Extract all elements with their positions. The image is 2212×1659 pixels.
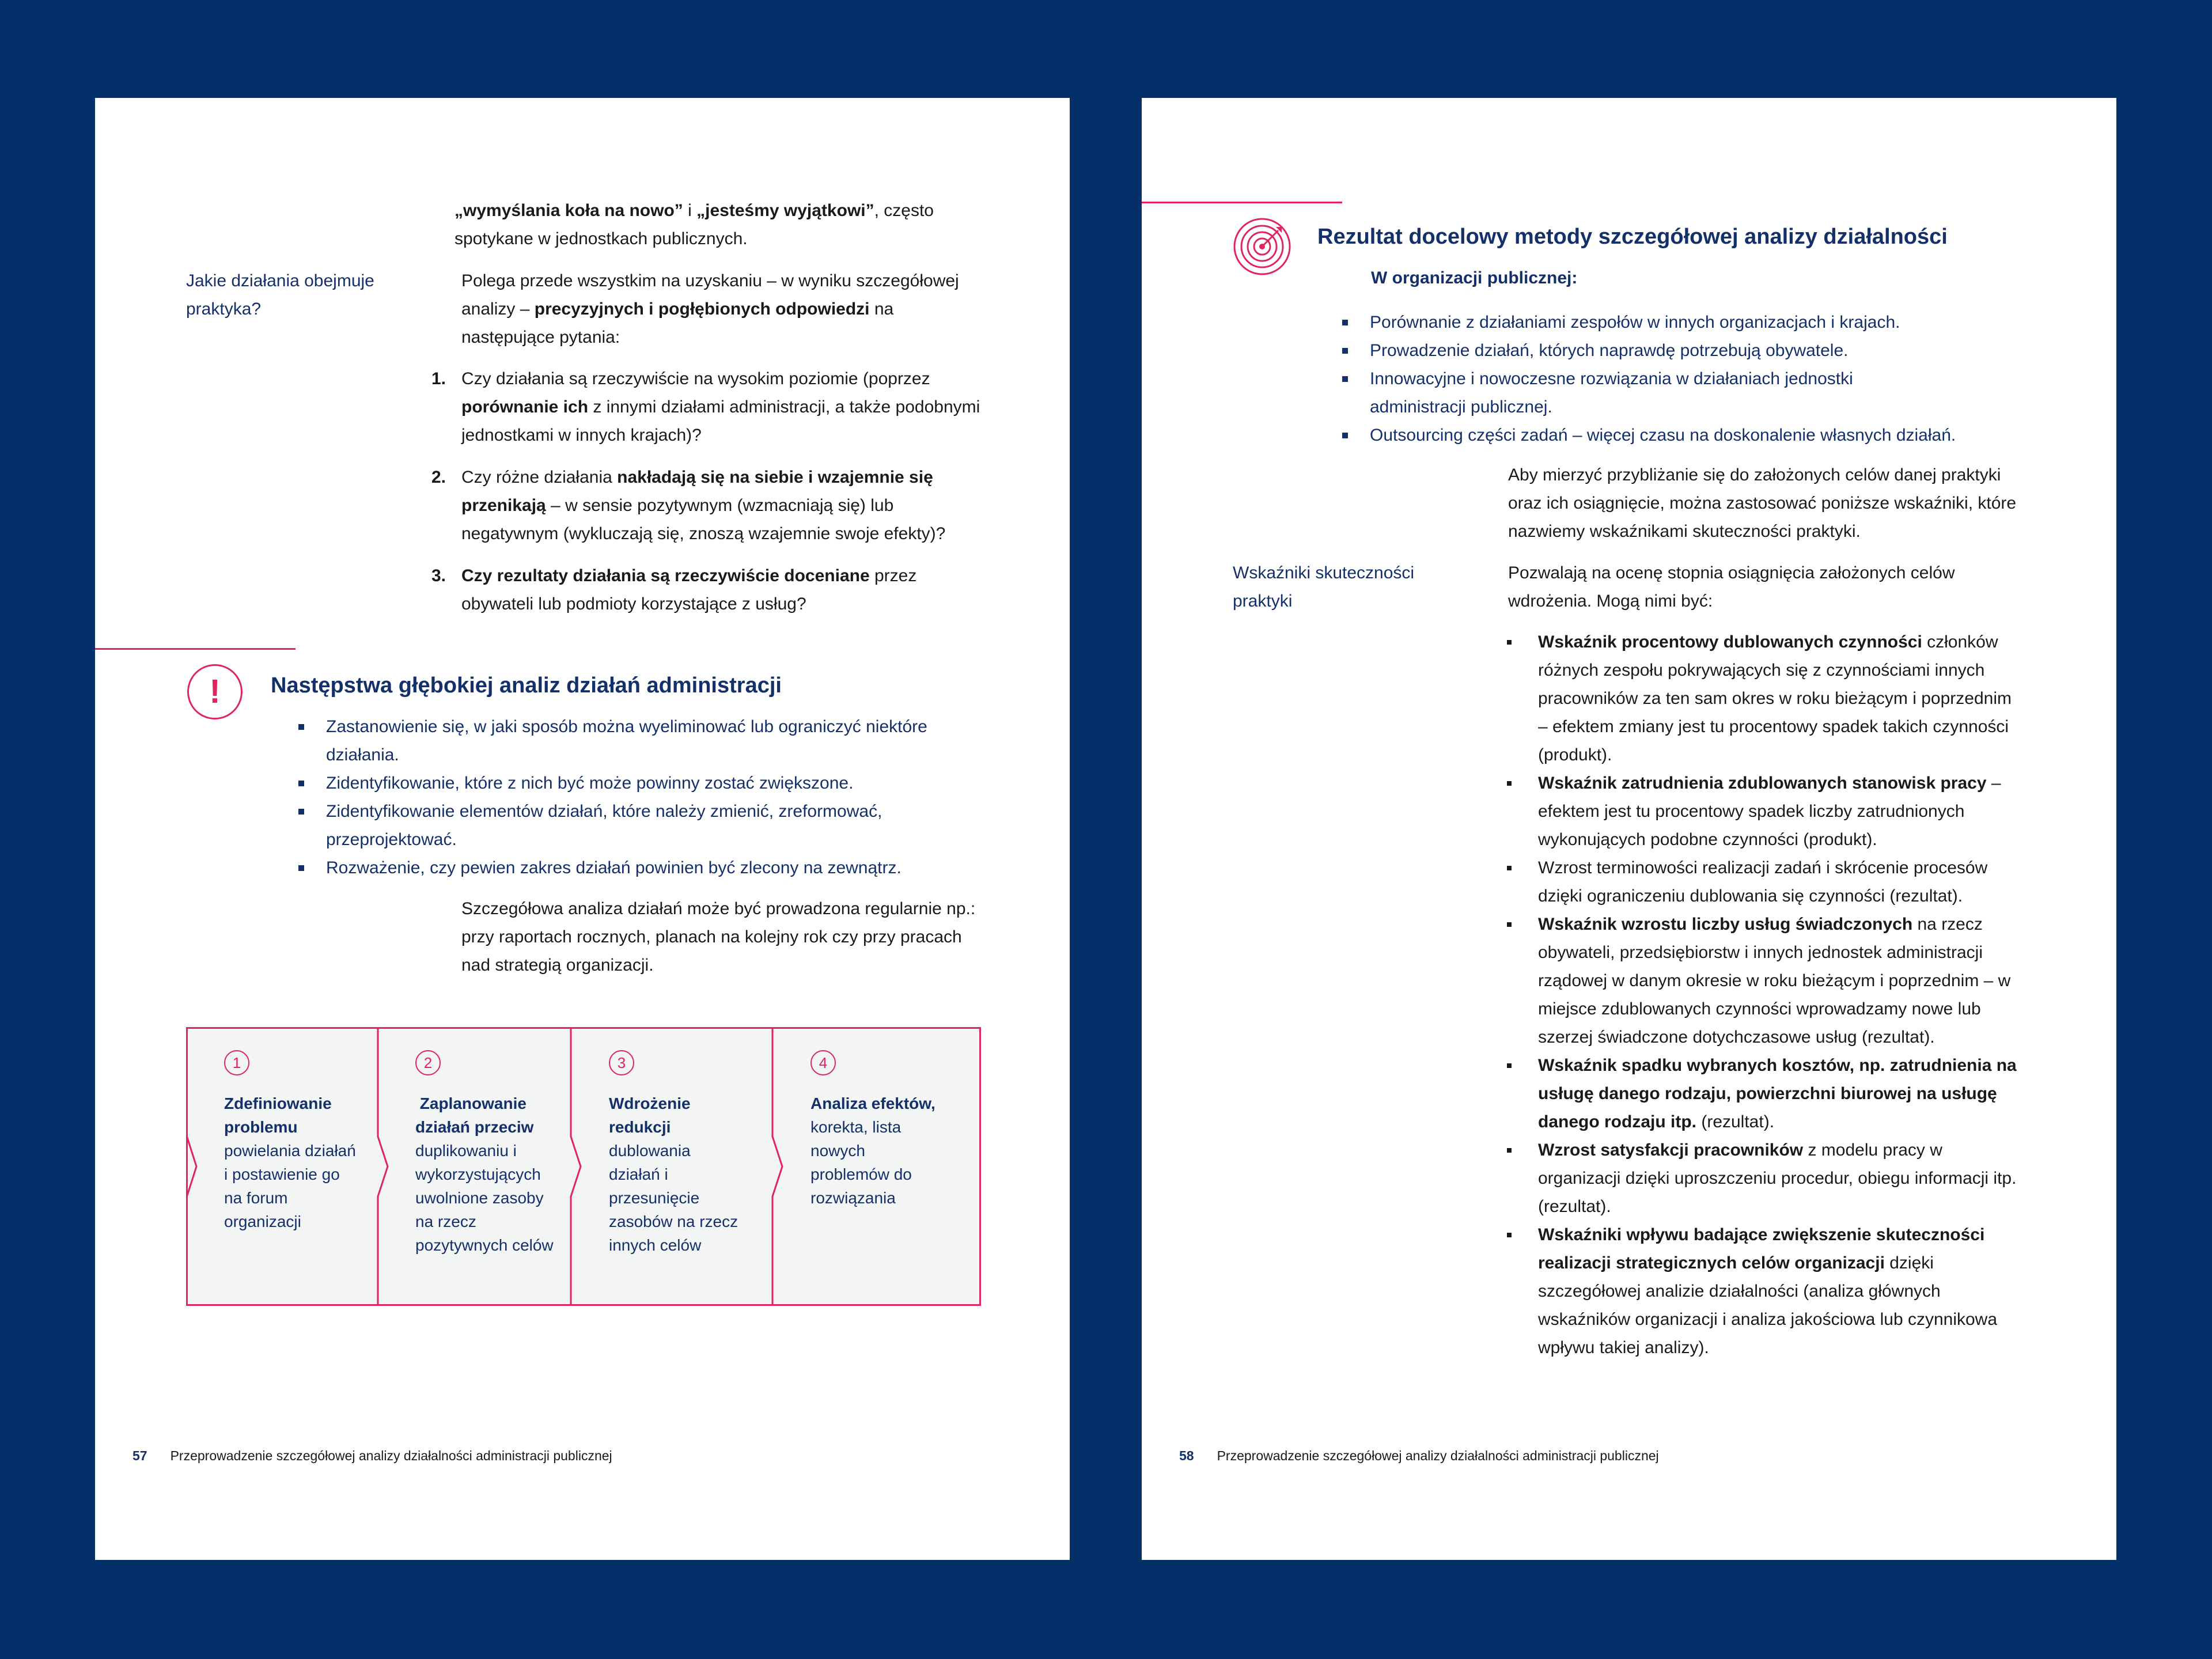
indicator-bold: Wskaźnik procentowy dublowanych czynności bbox=[1538, 632, 1922, 652]
consequence-item: Zastanowienie się, w jaki sposób można wyeliminować lub ograniczyć niektóre działania. bbox=[294, 713, 931, 769]
step-bold: Zaplanowanie działań przeciw bbox=[415, 1094, 534, 1136]
indicator-bold: Wskaźniki wpływu badające zwiększenie skuteczności realizacji strategicznych celów organizacji bbox=[1538, 1225, 1985, 1272]
exclamation-icon bbox=[187, 664, 243, 719]
consequence-item: Zidentyfikowanie elementów działań, które należy zmienić, zreformować, przeprojektować. bbox=[294, 797, 931, 854]
question-item bbox=[431, 562, 986, 618]
result-item: Outsourcing części zadań – więcej czasu na doskonalenie własnych działań. bbox=[1338, 421, 2058, 449]
indicator-bold: Wskaźnik zatrudnienia zdublowanych stanowisk pracy bbox=[1538, 774, 1987, 793]
step-bold: Analiza efektów, bbox=[810, 1094, 935, 1112]
measure-paragraph: Aby mierzyć przybliżanie się do założonych celów danej praktyki oraz ich osiągnięcie, można zastosować poniższe wskaźniki, które nazwiemy wskaźnikami skuteczności praktyki. bbox=[1508, 465, 2017, 541]
question-text: przez obywateli lub podmioty korzystające z usług? bbox=[461, 566, 917, 613]
step-number-badge: 3 bbox=[609, 1050, 634, 1075]
section-divider bbox=[95, 648, 296, 650]
result-list bbox=[1338, 308, 2058, 449]
question-text: Czy działania są rzeczywiście na wysokim poziomie (poprzez bbox=[461, 369, 930, 388]
exclamation-glyph: ! bbox=[209, 673, 221, 710]
process-step-1 bbox=[224, 1050, 357, 1233]
step-text bbox=[224, 1092, 357, 1233]
indicators-intro: Pozwalają na ocenę stopnia osiągnięcia założonych celów wdrożenia. Mogą nimi być: bbox=[1508, 563, 1955, 611]
step-rest: powielania działań i postawienie go na forum organizacji bbox=[224, 1142, 356, 1230]
indicator-item bbox=[1501, 1051, 2025, 1136]
indicators-side-label: Wskaźniki skuteczności praktyki bbox=[1233, 563, 1415, 611]
section-divider bbox=[1142, 202, 1342, 203]
question-number: 1. bbox=[431, 369, 446, 388]
question-bold: porównanie ich bbox=[461, 397, 589, 416]
result-subtitle: W organizacji publicznej: bbox=[1371, 268, 1578, 287]
consequences-title: Następstwa głębokiej analiz działań administracji bbox=[271, 673, 782, 698]
step-number-badge: 2 bbox=[415, 1050, 441, 1075]
question-text: Czy różne działania bbox=[461, 468, 618, 487]
practice-side-label: Jakie działania obejmuje praktyka? bbox=[186, 271, 374, 319]
indicator-text: (rezultat). bbox=[1696, 1112, 1775, 1131]
indicator-text: na rzecz obywateli, przedsiębiorstw i innych jednostek administracji rządowej w danym okresie w roku bieżącym i poprzednim – w miejsce zdublowanych czynności wprowadzamy nowe lub szerzej świadczone dotychczasowe usług (rezultat). bbox=[1538, 915, 2011, 1047]
indicator-text: z modelu pracy w organizacji dzięki uproszczeniu procedur, obiegu informacji itp. (rezultat). bbox=[1538, 1141, 2017, 1216]
indicator-item bbox=[1501, 910, 2025, 1051]
page-number: 57 bbox=[132, 1448, 147, 1463]
indicator-item bbox=[1501, 1136, 2025, 1221]
indicator-bold: Wzrost satysfakcji pracowników bbox=[1538, 1141, 1804, 1160]
indicators-list bbox=[1501, 628, 2025, 1362]
indicator-item bbox=[1501, 1221, 2025, 1362]
practice-para-a: Polega przede wszystkim na uzyskaniu – w wyniku szczegółowej analizy – bbox=[461, 271, 959, 319]
process-step-2 bbox=[415, 1050, 554, 1257]
indicator-text: Wzrost terminowości realizacji zadań i skrócenie procesów dzięki ograniczeniu dublowania się czynności (rezultat). bbox=[1538, 858, 1988, 906]
indicator-bold: Wskaźnik spadku wybranych kosztów, np. zatrudnienia na usługę danego rodzaju, powierzchni biurowej na usługę danego rodzaju itp. bbox=[1538, 1056, 2017, 1131]
process-diagram bbox=[186, 1027, 981, 1306]
question-bold: Czy rezultaty działania są rzeczywiście doceniane bbox=[461, 566, 870, 585]
question-text: – w sensie pozytywnym (wzmacniają się) lub negatywnym (wykluczają się, znoszą wzajemnie swoje efekty)? bbox=[461, 496, 946, 543]
right-page bbox=[1142, 98, 2116, 1560]
question-text: z innymi działami administracji, a także podobnymi jednostkami w innych krajach)? bbox=[461, 397, 980, 445]
intro-mid: i bbox=[683, 201, 697, 220]
questions-list bbox=[431, 365, 986, 632]
process-step-3 bbox=[609, 1050, 743, 1257]
running-title: Przeprowadzenie szczegółowej analizy działalności administracji publicznej bbox=[1217, 1448, 1659, 1463]
indicator-item bbox=[1501, 854, 2025, 910]
step-bold: Zdefiniowanie problemu bbox=[224, 1094, 332, 1136]
indicator-item bbox=[1501, 769, 2025, 854]
result-item: Prowadzenie działań, których naprawdę potrzebują obywatele. bbox=[1338, 336, 2058, 365]
process-step-4 bbox=[810, 1050, 937, 1210]
consequence-item: Rozważenie, czy pewien zakres działań powinien być zlecony na zewnątrz. bbox=[294, 854, 985, 882]
right-footer bbox=[1179, 1448, 1659, 1464]
intro-paragraph bbox=[454, 196, 984, 253]
left-footer bbox=[132, 1448, 612, 1464]
step-rest: korekta, lista nowych problemów do rozwiązania bbox=[810, 1118, 912, 1207]
consequence-item: Zidentyfikowanie, które z nich być może powinny zostać zwiększone. bbox=[294, 769, 985, 797]
step-rest: dublowania działań i przesunięcie zasobów na rzecz innych celów bbox=[609, 1142, 738, 1254]
practice-paragraph bbox=[461, 267, 986, 351]
result-title: Rezultat docelowy metody szczegółowej analizy działalności bbox=[1317, 225, 1948, 249]
question-bold: nakładają się na siebie i wzajemnie się przenikają bbox=[461, 468, 933, 515]
intro-bold-2: „jesteśmy wyjątkowi” bbox=[696, 201, 874, 220]
target-icon bbox=[1232, 217, 1292, 276]
step-number-badge: 4 bbox=[810, 1050, 836, 1075]
running-title: Przeprowadzenie szczegółowej analizy działalności administracji publicznej bbox=[170, 1448, 612, 1463]
left-page bbox=[95, 98, 1070, 1560]
result-item: Porównanie z działaniami zespołów w innych organizacjach i krajach. bbox=[1338, 308, 2058, 336]
step-text bbox=[810, 1092, 937, 1210]
step-bold: Wdrożenie redukcji bbox=[609, 1094, 691, 1136]
step-text bbox=[415, 1092, 554, 1257]
step-rest: duplikowaniu i wykorzystujących uwolnione zasoby na rzecz pozytywnych celów bbox=[415, 1142, 554, 1254]
step-text bbox=[609, 1092, 743, 1257]
question-number: 2. bbox=[431, 468, 446, 487]
question-number: 3. bbox=[431, 566, 446, 585]
result-item: Innowacyjne i nowoczesne rozwiązania w działaniach jednostki administracji publicznej. bbox=[1338, 365, 1946, 421]
indicator-item bbox=[1501, 628, 2025, 769]
indicator-bold: Wskaźnik wzrostu liczby usług świadczonych bbox=[1538, 915, 1913, 934]
practice-para-c: na następujące pytania: bbox=[461, 300, 894, 347]
intro-bold-1: „wymyślania koła na nowo” bbox=[454, 201, 683, 220]
question-item bbox=[431, 463, 986, 548]
intro-rest: , często spotykane w jednostkach publicznych. bbox=[454, 201, 934, 248]
practice-para-bold: precyzyjnych i pogłębionych odpowiedzi bbox=[534, 300, 870, 319]
step-number-badge: 1 bbox=[224, 1050, 249, 1075]
consequences-list bbox=[294, 713, 985, 882]
indicator-text: – efektem jest tu procentowy spadek liczby zatrudnionych wykonujących podobne czynności (produkt). bbox=[1538, 774, 2001, 849]
indicator-text: członków różnych zespołu pokrywających się z czynnościami innych pracowników za ten sam okres w roku bieżącym i poprzednim – efektem zmiany jest tu procentowy spadek takich czynności (produkt). bbox=[1538, 632, 2012, 764]
page-number: 58 bbox=[1179, 1448, 1194, 1463]
question-item bbox=[431, 365, 986, 449]
regular-analysis-paragraph: Szczegółowa analiza działań może być prowadzona regularnie np.: przy raportach rocznych, planach na kolejny rok czy przy pracach nad strategią organizacji. bbox=[461, 899, 976, 975]
indicator-text: dzięki szczegółowej analizie działalności (analiza głównych wskaźników organizacji i analiza jakościowa lub czynnikowa wpływu takiej analizy). bbox=[1538, 1253, 1998, 1357]
